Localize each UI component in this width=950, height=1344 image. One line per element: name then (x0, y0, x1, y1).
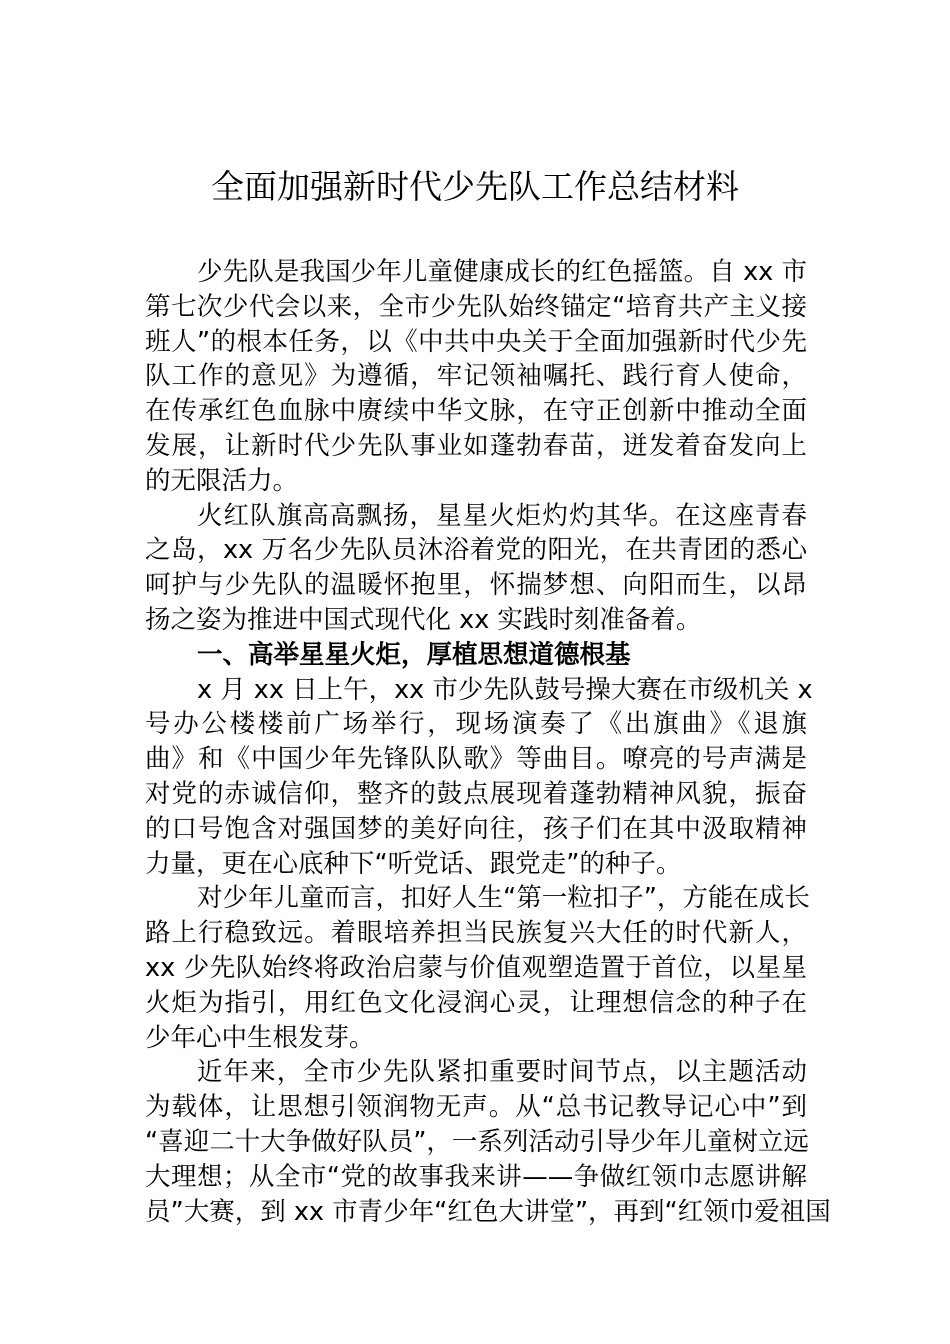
text-line: 班人”的根本任务，以《中共中央关于全面加强新时代少先 (145, 326, 807, 357)
text-line: 第七次少代会以来，全市少先队始终锚定“培育共产主义接 (145, 291, 807, 322)
paragraph (145, 499, 807, 638)
text-line: 少先队是我国少年儿童健康成长的红色摇篮。自 xx 市 (197, 257, 807, 287)
text-line: 曲》和《中国少年先锋队队歌》等曲目。嘹亮的号声满是 (145, 744, 807, 775)
text-line: 呵护与少先队的温暖怀抱里，怀揣梦想、向阳而生，以昂 (145, 570, 807, 601)
text-line: 对党的赤诚信仰，整齐的鼓点展现着蓬勃精神风貌，振奋 (145, 778, 807, 809)
text-line: 的无限活力。 (145, 465, 299, 496)
text-line: 在传承红色血脉中赓续中华文脉，在守正创新中推动全面 (145, 396, 807, 427)
text-line: 为载体，让思想引领润物无声。从“总书记教导记心中”到 (145, 1092, 807, 1123)
text-line: 火红队旗高高飘扬，星星火炬灼灼其华。在这座青春 (197, 500, 807, 531)
paragraph (145, 255, 807, 499)
paragraph (145, 881, 810, 1055)
text-line: 扬之姿为推进中国式现代化 xx 实践时刻准备着。 (145, 604, 702, 635)
text-line: 队工作的意见》为遵循，牢记领袖嘱托、践行育人使命， (145, 361, 807, 392)
section-heading (145, 638, 807, 673)
text-line: x 月 xx 日上午，xx 市少先队鼓号操大赛在市级机关 x (197, 674, 813, 705)
text-line: “喜迎二十大争做好队员”，一系列活动引导少年儿童树立远 (145, 1126, 809, 1157)
text-line: 大理想；从全市“党的故事我来讲——争做红领巾志愿讲解 (145, 1161, 807, 1192)
text-line: xx 少先队始终将政治启蒙与价值观塑造置于首位，以星星 (145, 952, 807, 983)
text-line: 之岛，xx 万名少先队员沐浴着党的阳光，在共青团的悉心 (145, 535, 807, 566)
document-body (145, 255, 831, 1229)
text-line: 发展，让新时代少先队事业如蓬勃春苗，迸发着奋发向上 (145, 430, 807, 461)
text-line: 员”大赛，到 xx 市青少年“红色大讲堂”，再到“红领巾爱祖国 (145, 1196, 831, 1227)
text-line: 少年心中生根发芽。 (145, 1022, 375, 1053)
text-line: 对少年儿童而言，扣好人生“第一粒扣子”，方能在成长 (197, 883, 810, 914)
paragraph (145, 673, 813, 882)
document-title: 全面加强新时代少先队工作总结材料 (211, 167, 739, 206)
paragraph (145, 1055, 831, 1229)
text-line: 近年来，全市少先队紧扣重要时间节点，以主题活动 (197, 1057, 807, 1088)
text-line: 一、高举星星火炬，厚植思想道德根基 (197, 639, 631, 670)
text-line: 的口号饱含对强国梦的美好向往，孩子们在其中汲取精神 (145, 813, 807, 844)
text-line: 路上行稳致远。着眼培养担当民族复兴大任的时代新人， (145, 918, 807, 949)
text-line: 火炬为指引，用红色文化浸润心灵，让理想信念的种子在 (145, 987, 807, 1018)
text-line: 号办公楼楼前广场举行，现场演奏了《出旗曲》《退旗 (145, 709, 807, 740)
text-line: 力量，更在心底种下“听党话、跟党走”的种子。 (145, 848, 682, 879)
